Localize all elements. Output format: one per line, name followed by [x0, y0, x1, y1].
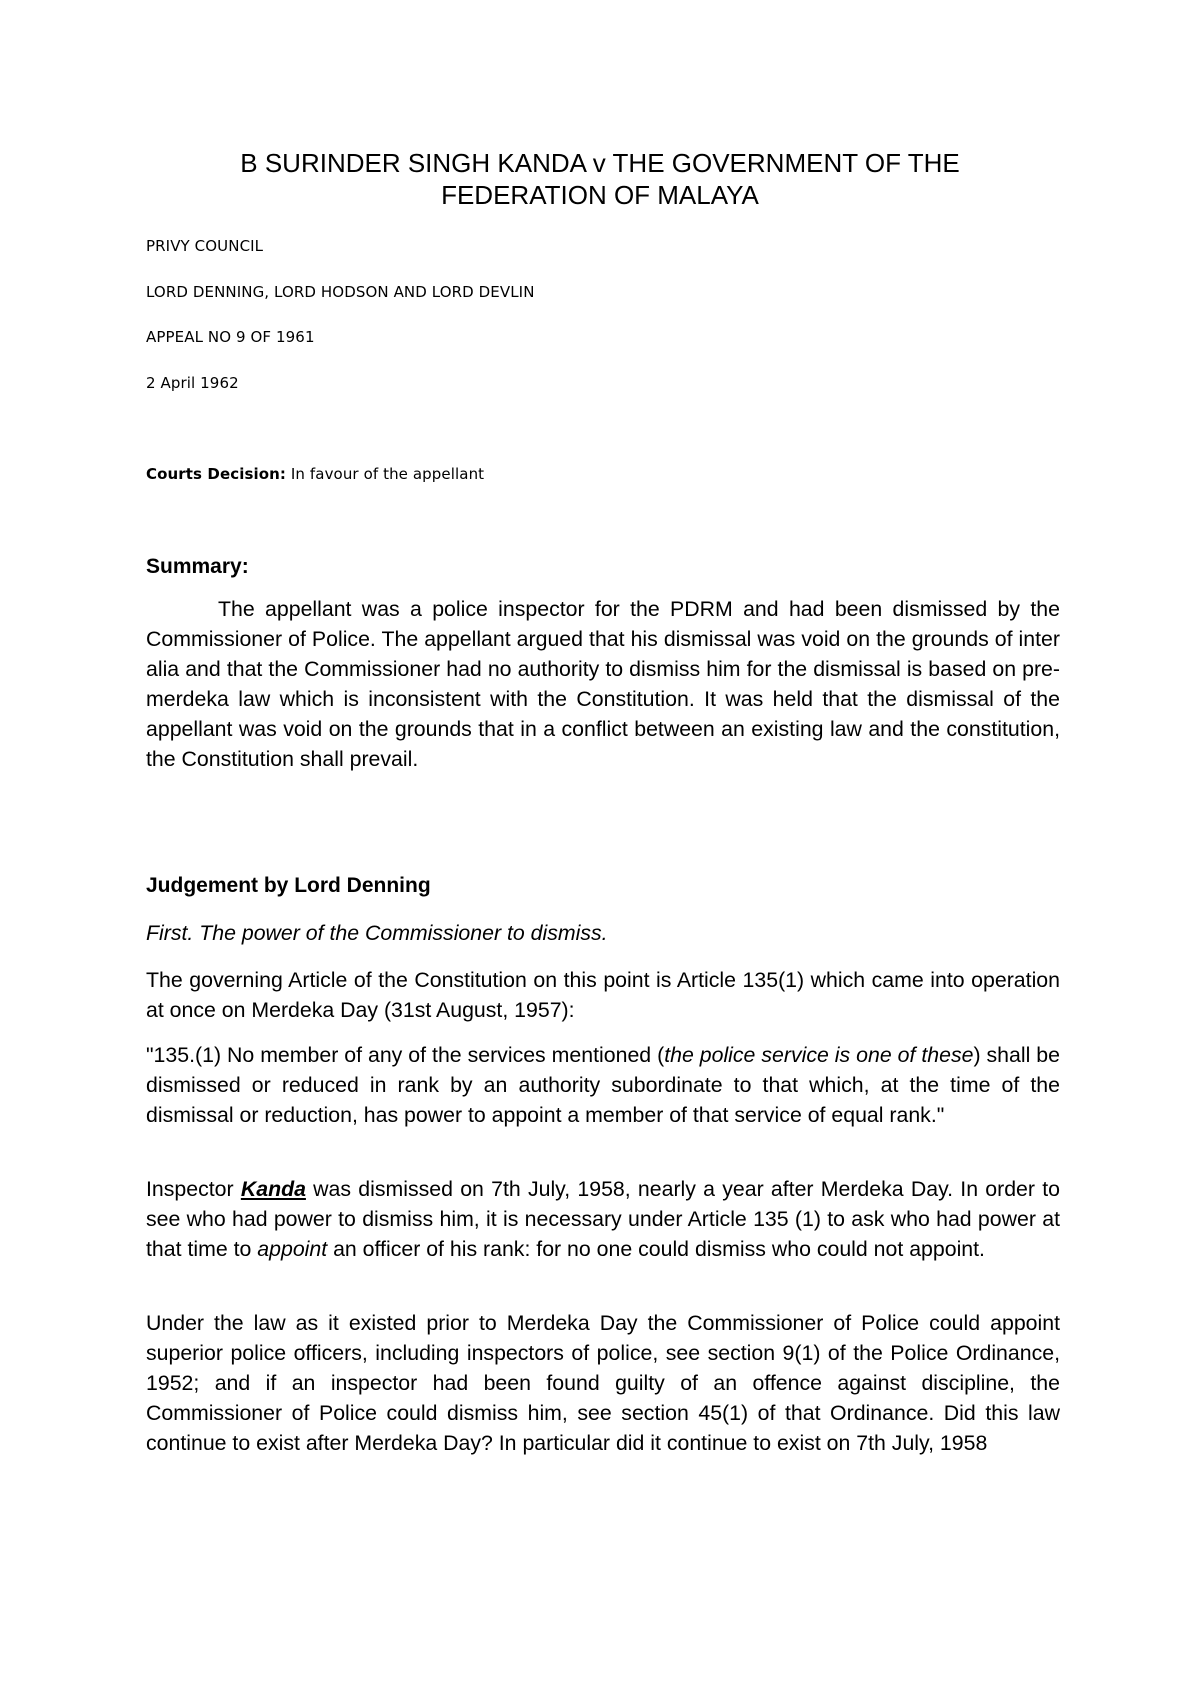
p3-text-c: an officer of his rank: for no one could dismiss who could not appoint. [327, 1237, 985, 1261]
article-135-quote [146, 1040, 1060, 1130]
summary-heading: Summary: [146, 555, 249, 578]
judgement-paragraph-3 [146, 1174, 1060, 1264]
summary-text: The appellant was a police inspector for the PDRM and had been dismissed by the Commissioner of Police. The appellant argued that his dismissal was void on the grounds of inter alia and that the Commissioner had no authority to dismiss him for the dismissal is based on pre-merdeka law which is inconsistent with the Constitution. It was held that the dismissal of the appellant was void on the grounds that in a conflict between an existing law and the constitution, the Constitution shall prevail. [146, 597, 1060, 771]
p3-text-b: was dismissed on 7th July, 1958, nearly a year after Merdeka Day. In order to see who had power to dismiss him, it is necessary under Article 135 (1) to ask who had power at that time to [146, 1177, 1060, 1261]
judgement-paragraph-4: Under the law as it existed prior to Merdeka Day the Commissioner of Police could appoint superior police officers, including inspectors of police, see section 9(1) of the Police Ordinance, 1952; and if an inspector had been found guilty of an offence against discipline, the Commissioner of Police could dismiss him, see section 45(1) of that Ordinance. Did this law continue to exist after Merdeka Day? In particular did it continue to exist on 7th July, 1958 [146, 1311, 1060, 1455]
judges: LORD DENNING, LORD HODSON AND LORD DEVLIN [146, 283, 535, 301]
court-decision-value: In favour of the appellant [286, 465, 485, 483]
p3-text-a: Inspector [146, 1177, 241, 1201]
decision-date: 2 April 1962 [146, 374, 239, 392]
kanda-link[interactable]: Kanda [240, 1177, 306, 1201]
case-title-line-1: B SURINDER SINGH KANDA v THE GOVERNMENT OF THE [240, 148, 960, 178]
p3-italic: appoint [257, 1237, 328, 1261]
quote-text-b: ) shall be dismissed or reduced in rank by an authority subordinate to that which, at the time of the dismissal or reduction, has power to appoint a member of that service of equal rank." [146, 1043, 1060, 1127]
quote-italic: the police service is one of these [664, 1043, 974, 1067]
first-point: First. The power of the Commissioner to dismiss. [146, 921, 608, 945]
court-name: PRIVY COUNCIL [146, 237, 264, 255]
case-title [140, 147, 1060, 211]
court-decision [146, 464, 484, 484]
summary-paragraph [146, 594, 1060, 774]
judgement-paragraph-1: The governing Article of the Constitution on this point is Article 135(1) which came into operation at once on Merdeka Day (31st August, 1957): [146, 968, 1060, 1022]
quote-text-a: "135.(1) No member of any of the services mentioned ( [146, 1043, 665, 1067]
case-title-line-2: FEDERATION OF MALAYA [441, 180, 759, 210]
court-decision-label: Courts Decision: [146, 465, 287, 483]
appeal-number: APPEAL NO 9 OF 1961 [146, 328, 315, 346]
judgement-heading: Judgement by Lord Denning [146, 874, 431, 897]
